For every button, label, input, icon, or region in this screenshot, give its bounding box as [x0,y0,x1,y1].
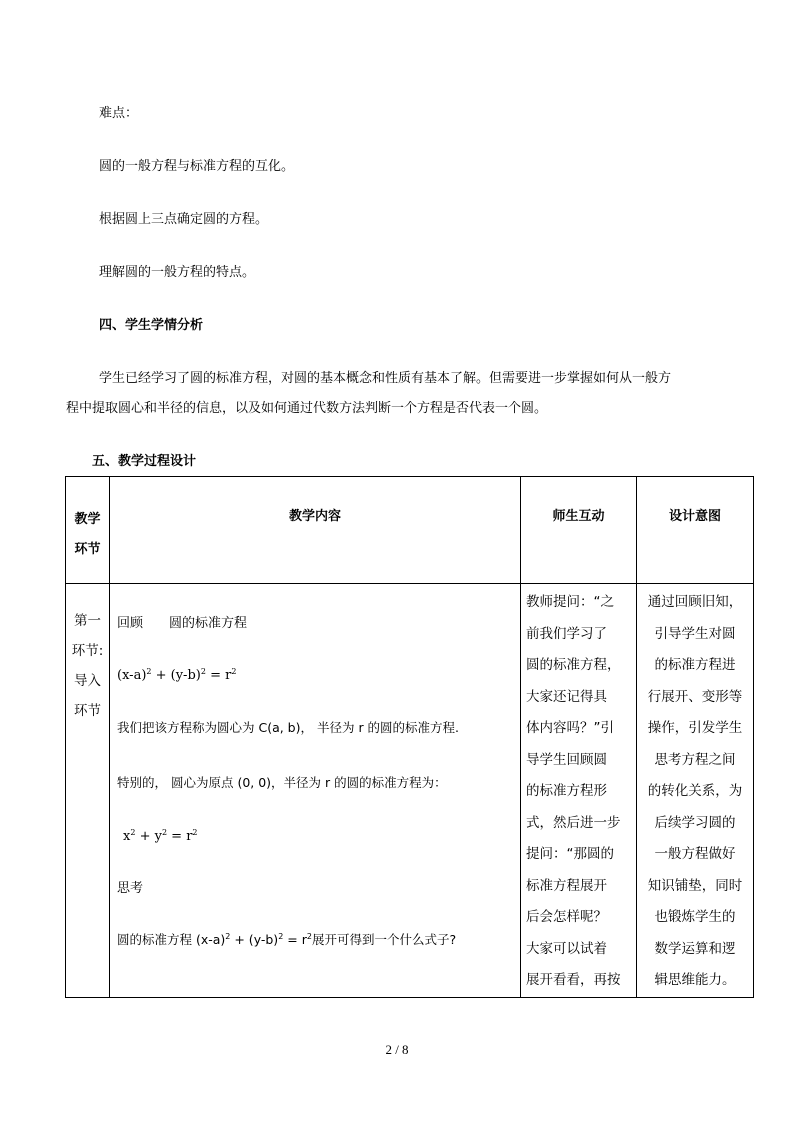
header-stage: 教学 环节 [74,512,101,557]
paragraph-line: 程中提取圆心和半径的信息，以及如何通过代数方法判断一个方程是否代表一个圆。 [66,401,548,416]
difficulty-item: 圆的一般方程与标准方程的互化。 [99,159,295,174]
section-heading: 五、教学过程设计 [92,454,197,469]
intent-cell: 通过回顾旧知， 引导学生对圆 的标准方程进 行展开、变形等 操作，引发学生 思考方程之间 的转化关系，为 后续学习圆的 一般方程做好 知识铺垫，同时 也锻炼学生的 数学运算和逻 辑思维能力。 [647,594,743,988]
difficulty-item: 根据圆上三点确定圆的方程。 [99,212,269,227]
difficulty-item: 理解圆的一般方程的特点。 [99,265,256,280]
think-label: 思考 [117,881,144,896]
page-number: 2 / 8 [385,1042,409,1057]
stage-cell: 第一 环节: 导入 环节 [71,613,104,719]
content-text: 特别的， 圆心为原点 (0, 0)，半径为 r 的圆的标准方程为： [117,775,447,790]
review-line: 回顾 圆的标准方程 [117,616,248,631]
difficulty-heading: 难点： [99,106,139,121]
section-heading: 四、学生学情分析 [99,318,204,333]
header-interaction: 师生互动 [552,509,605,524]
header-content: 教学内容 [288,509,341,524]
origin-equation: $x^2 + y^2 = r^2$ [123,828,198,844]
standard-equation: $(x-a)^2 + (y-b)^2 = r^2$ [117,667,237,683]
interaction-cell: 教师提问：“之 前我们学习了 圆的标准方程， 大家还记得具 体内容吗？”引 导学生回顾圆 的标准方程形 式，然后进一步 提问：“那圆的 标准方程展开 后会怎样呢？ 大家可以试着 展开看看，再按 [526,594,621,988]
paragraph-line: 学生已经学习了圆的标准方程，对圆的基本概念和性质有基本了解。但需要进一步掌握如何从一般方 [99,371,672,386]
content-text: 我们把该方程称为圆心为 C(a, b)， 半径为 r 的圆的标准方程. [117,720,460,735]
think-question: 圆的标准方程 $(x-a)^2 + (y-b)^2 = r^2$展开可得到一个什么式子? [117,932,457,947]
header-intent: 设计意图 [668,509,721,524]
